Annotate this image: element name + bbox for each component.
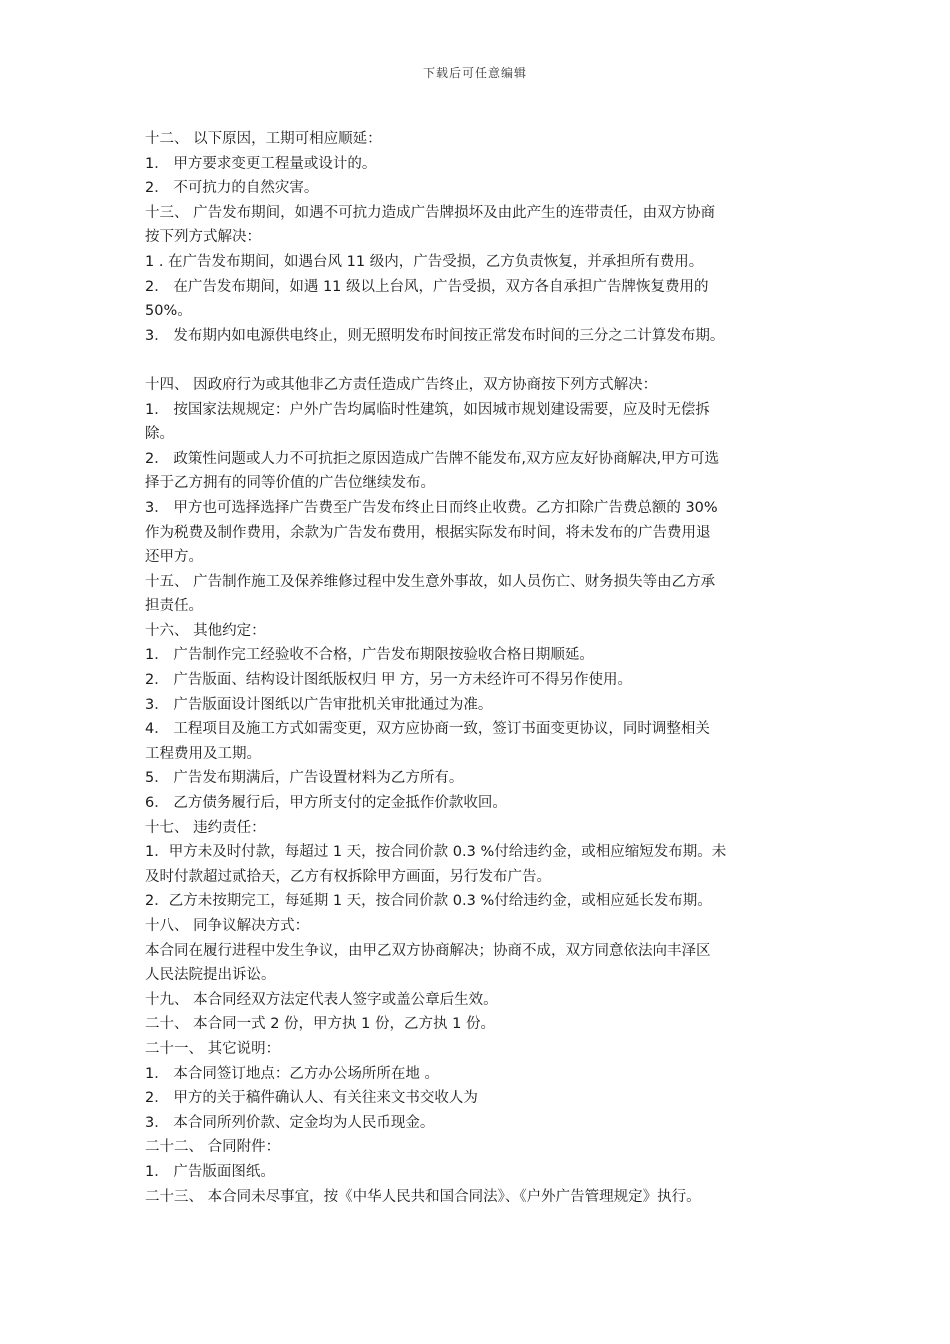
section-16-item-2: 2． 广告版面、结构设计图纸版权归 甲 方，另一方未经许可不得另作使用。 xyxy=(145,672,633,689)
section-14-item-3-cont2: 还甲方。 xyxy=(145,549,203,566)
section-13-item-2: 2． 在广告发布期间，如遇 11 级以上台风，广告受损，双方各自承担广告牌恢复费用的 xyxy=(145,278,709,295)
section-13-heading-cont: 按下列方式解决： xyxy=(145,229,261,246)
section-21-item-3: 3． 本合同所列价款、定金均为人民币现金。 xyxy=(145,1114,435,1131)
section-12-heading: 十二、 以下原因，工期可相应顺延： xyxy=(145,131,382,147)
section-17-item-1-cont: 及时付款超过贰拾天，乙方有权拆除甲方画面，另行发布广告。 xyxy=(145,868,551,885)
section-12-item-2: 2． 不可抗力的自然灾害。 xyxy=(145,180,319,197)
section-16-item-5: 5． 广告发布期满后，广告设置材料为乙方所有。 xyxy=(145,770,464,787)
section-13-item-1: 1 . 在广告发布期间，如遇台风 11 级内，广告受损，乙方负责恢复，并承担所有费用。 xyxy=(145,253,704,270)
section-13-item-3: 3． 发布期内如电源供电终止，则无照明发布时间按正常发布时间的三分之二计算发布期。 xyxy=(145,327,725,344)
section-12-item-1: 1． 甲方要求变更工程量或设计的。 xyxy=(145,155,377,172)
section-22-item-1: 1． 广告版面图纸。 xyxy=(145,1163,275,1180)
section-21-heading: 二十一、 其它说明： xyxy=(145,1040,281,1057)
section-21-item-1: 1． 本合同签订地点：乙方办公场所所在地 。 xyxy=(145,1065,439,1082)
section-15-heading: 十五、 广告制作施工及保养维修过程中发生意外事故，如人员伤亡、财务损失等由乙方承 xyxy=(145,573,716,590)
section-19-heading: 十九、 本合同经双方法定代表人签字或盖公章后生效。 xyxy=(145,991,498,1008)
section-18-body-cont: 人民法院提出诉讼。 xyxy=(145,967,276,984)
section-16-item-1: 1． 广告制作完工经验收不合格，广告发布期限按验收合格日期顺延。 xyxy=(145,647,594,664)
section-16-item-4-cont: 工程费用及工期。 xyxy=(145,745,261,762)
section-18-heading: 十八、 同争议解决方式： xyxy=(145,918,310,934)
section-13-item-2-cont: 50%。 xyxy=(145,303,192,320)
section-23-heading: 二十三、 本合同未尽事宜，按《中华人民共和国合同法》、《户外广告管理规定》执行。 xyxy=(145,1188,701,1205)
section-17-item-1: 1．甲方未及时付款，每超过 1 天，按合同价款 0.3 %付给违约金，或相应缩短发布期。未 xyxy=(145,844,727,861)
section-18-body: 本合同在履行进程中发生争议，由甲乙双方协商解决；协商不成，双方同意依法向丰泽区 xyxy=(145,942,711,959)
section-14-item-2: 2． 政策性问题或人力不可抗拒之原因造成广告牌不能发布,双方应友好协商解决,甲方可选 xyxy=(145,450,720,467)
section-16-item-6: 6． 乙方债务履行后，甲方所支付的定金抵作价款收回。 xyxy=(145,795,507,812)
section-14-item-1-cont: 除。 xyxy=(145,426,174,443)
section-15-heading-cont: 担责任。 xyxy=(145,598,203,615)
section-14-item-2-cont: 择于乙方拥有的同等价值的广告位继续发布。 xyxy=(145,475,435,492)
section-17-item-2: 2．乙方未按期完工，每延期 1 天，按合同价款 0.3 %付给违约金，或相应延长发布期。 xyxy=(145,893,712,910)
section-14-item-3-cont: 作为税费及制作费用，余款为广告发布费用，根据实际发布时间，将未发布的广告费用退 xyxy=(145,524,711,541)
section-22-heading: 二十二、 合同附件： xyxy=(145,1139,281,1156)
section-20-heading: 二十、 本合同一式 2 份，甲方执 1 份，乙方执 1 份。 xyxy=(145,1016,495,1033)
document-body xyxy=(145,127,825,1209)
section-14-item-3: 3． 甲方也可选择选择广告费至广告发布终止日而终止收费。乙方扣除广告费总额的 30% xyxy=(145,499,718,516)
section-17-heading: 十七、 违约责任： xyxy=(145,819,266,836)
section-14-item-1: 1． 按国家法规规定：户外广告均属临时性建筑，如因城市规划建设需要，应及时无偿拆 xyxy=(145,401,710,418)
section-13-heading: 十三、 广告发布期间，如遇不可抗力造成广告牌损坏及由此产生的连带责任，由双方协商 xyxy=(145,204,716,221)
section-16-heading: 十六、 其他约定： xyxy=(145,622,266,639)
page-header: 下载后可任意编辑 xyxy=(422,66,527,80)
section-14-heading: 十四、 因政府行为或其他非乙方责任造成广告终止，双方协商按下列方式解决： xyxy=(145,376,658,393)
section-21-item-2: 2． 甲方的关于稿件确认人、有关往来文书交收人为 xyxy=(145,1090,478,1107)
section-16-item-3: 3． 广告版面设计图纸以广告审批机关审批通过为准。 xyxy=(145,696,493,713)
blank-line xyxy=(145,348,825,373)
section-16-item-4: 4． 工程项目及施工方式如需变更，双方应协商一致，签订书面变更协议，同时调整相关 xyxy=(145,721,710,738)
